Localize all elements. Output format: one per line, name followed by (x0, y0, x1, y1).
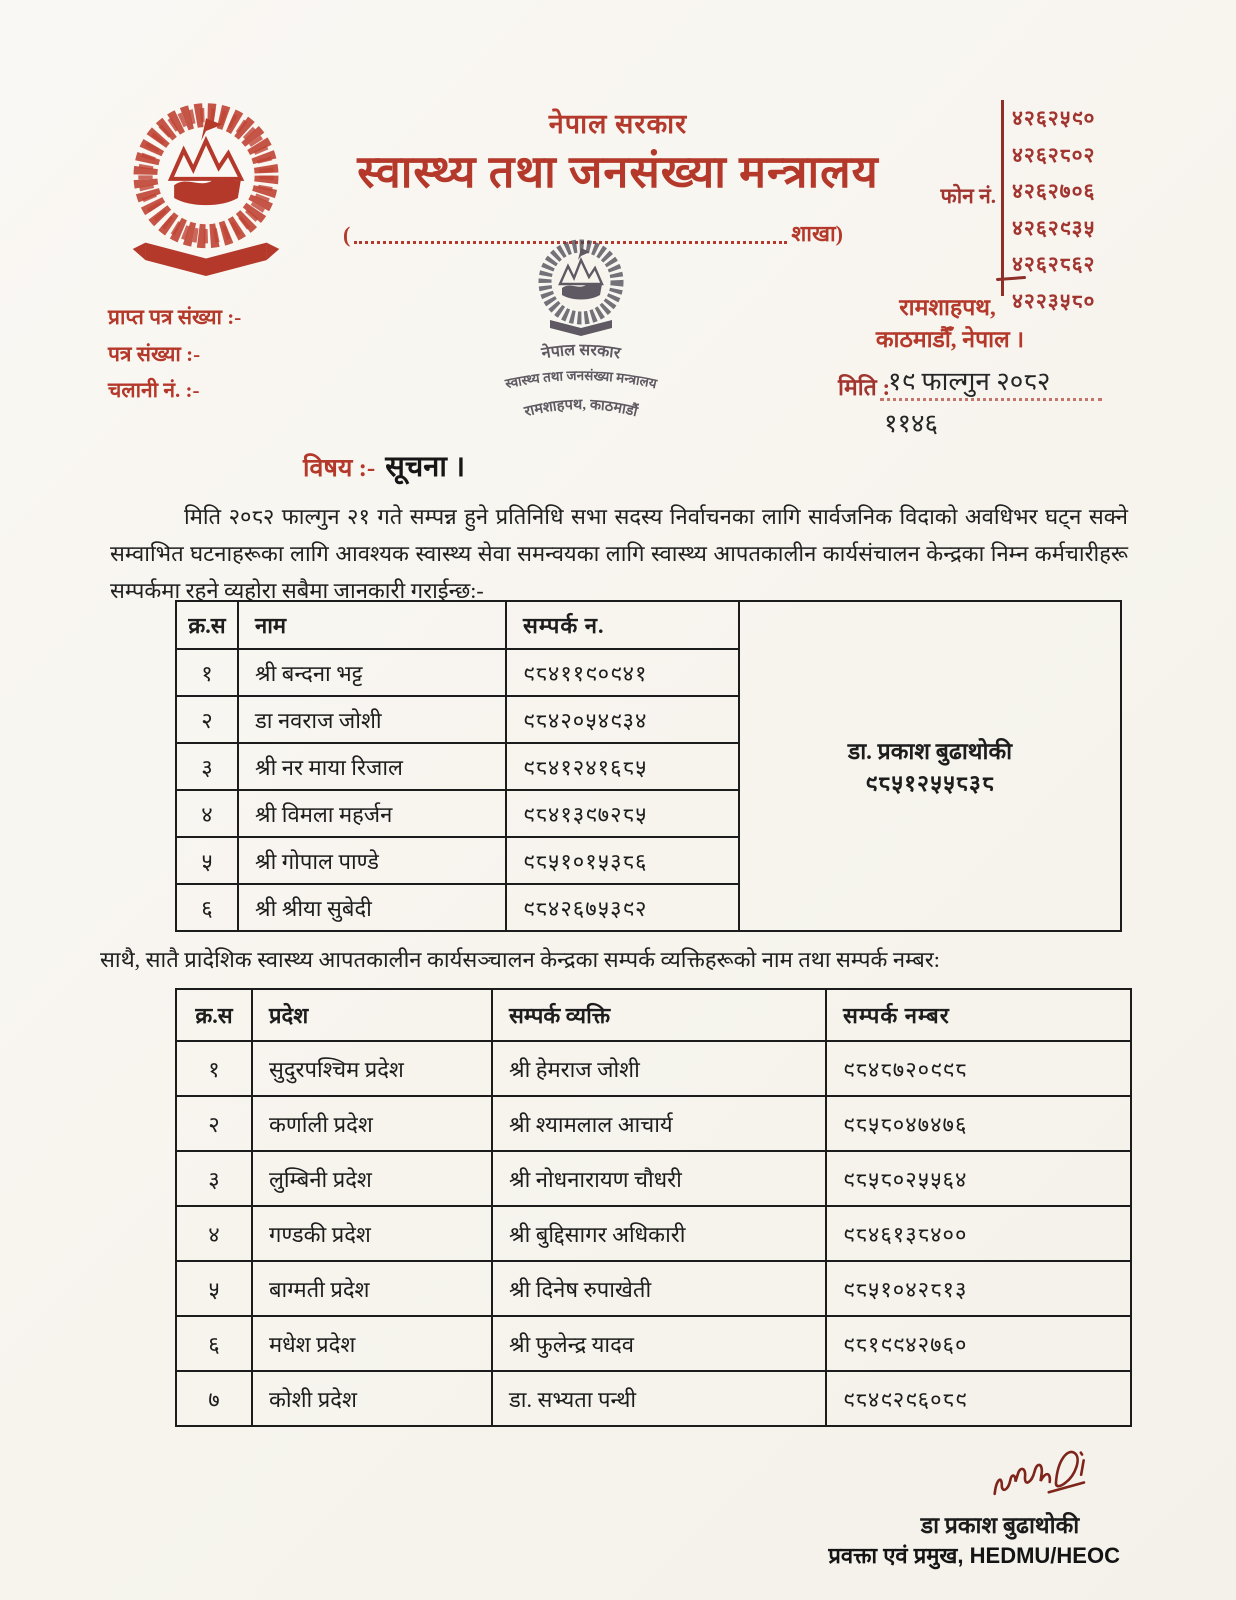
column-header: प्रदेश (252, 989, 492, 1041)
phone-cell: ९८५१०४२८१३ (826, 1261, 1131, 1316)
phone-cell: ९८४२०५४९३४ (506, 696, 739, 743)
column-header: क्र.स (176, 989, 252, 1041)
side-contact-cell (739, 601, 1121, 931)
column-header: नाम (238, 601, 506, 649)
province-cell: बाग्मती प्रदेश (252, 1261, 492, 1316)
provincial-contact-table (175, 988, 1132, 1427)
phone-cell: ९८४८७२०९९८ (826, 1041, 1131, 1096)
date-value-handwritten: १९ फाल्गुन २०८२ (888, 367, 1051, 396)
serial-cell: ५ (176, 837, 238, 884)
person-cell: श्री फुलेन्द्र यादव (492, 1316, 826, 1371)
phone-cell: ९८४६१३८४०० (826, 1206, 1131, 1261)
subject-label: विषय :- (303, 455, 376, 482)
person-cell: श्री बुद्दिसागर अधिकारी (492, 1206, 826, 1261)
serial-cell: १ (176, 1041, 252, 1096)
person-cell: डा. सभ्यता पन्थी (492, 1371, 826, 1426)
svg-text:नेपाल सरकार (539, 342, 623, 363)
phone-label: फोन नं. (940, 184, 996, 208)
province-cell: मधेश प्रदेश (252, 1316, 492, 1371)
svg-text:स्वास्थ्य तथा जनसंख्या मन्त्रा (503, 368, 660, 392)
column-header: सम्पर्क न. (506, 601, 739, 649)
serial-cell: २ (176, 696, 238, 743)
name-cell: डा नवराज जोशी (238, 696, 506, 743)
serial-cell: ५ (176, 1261, 252, 1316)
phone-number: ४२६२७०६ (1012, 179, 1096, 203)
phone-cell: ९८५१०१५३८६ (506, 837, 739, 884)
serial-cell: ४ (176, 790, 238, 837)
signature-mark (985, 1444, 1115, 1511)
letter-no-label: पत्र संख्या :- (108, 342, 201, 366)
ministry-ink-stamp (462, 224, 700, 434)
phone-number: ४२६२५९० (1012, 106, 1096, 130)
table-row (176, 1151, 1131, 1206)
column-header: सम्पर्क नम्बर (826, 989, 1131, 1041)
branch-open-paren: ( (343, 222, 351, 247)
province-cell: सुदुरपश्चिम प्रदेश (252, 1041, 492, 1096)
signatory-title: प्रवक्ता एवं प्रमुख, HEDMU/HEOC (828, 1543, 1120, 1568)
serial-cell: ६ (176, 884, 238, 931)
table-row (176, 1206, 1131, 1261)
side-contact-phone: ९८५१२५५८३८ (865, 771, 995, 796)
stamp-line-3: रामशाहपथ, काठमाडौं (522, 396, 640, 421)
province-cell: कर्णाली प्रदेश (252, 1096, 492, 1151)
phone-cell: ९८४९२९६०८९ (826, 1371, 1131, 1426)
table-row (176, 1096, 1131, 1151)
serial-cell: ६ (176, 1316, 252, 1371)
column-header: क्र.स (176, 601, 238, 649)
staff-contact-table (175, 600, 1122, 932)
phone-number: ४२६२८६२ (1012, 252, 1096, 276)
date-number-handwritten: ११४६ (884, 409, 939, 438)
name-cell: श्री विमला महर्जन (238, 790, 506, 837)
phone-number: ४२६२९३५ (1012, 215, 1096, 240)
table-row (176, 1316, 1131, 1371)
subject-line (303, 446, 465, 485)
phone-cell: ९८५८०२५५६४ (826, 1151, 1131, 1206)
serial-cell: १ (176, 649, 238, 696)
subject-value: सूचना । (385, 451, 466, 483)
serial-cell: २ (176, 1096, 252, 1151)
phone-cell: ९८४१३९७२८५ (506, 790, 739, 837)
side-contact-name: डा. प्रकाश बुढाथोकी (847, 739, 1013, 764)
serial-cell: ४ (176, 1206, 252, 1261)
name-cell: श्री श्रीया सुबेदी (238, 884, 506, 931)
stamp-line-2: स्वास्थ्य तथा जनसंख्या मन्त्रालय (503, 367, 659, 392)
phone-bracket-rule (1001, 100, 1004, 296)
serial-cell: ३ (176, 1151, 252, 1206)
name-cell: श्री गोपाल पाण्डे (238, 837, 506, 884)
date-dotted-rule (880, 398, 1102, 401)
table-row (176, 1261, 1131, 1316)
received-letter-no-label: प्राप्त पत्र संख्या :- (108, 305, 242, 329)
person-cell: श्री दिनेष रुपाखेती (492, 1261, 826, 1316)
province-cell: कोशी प्रदेश (252, 1371, 492, 1426)
branch-label: शाखा) (791, 221, 843, 246)
serial-cell: ७ (176, 1371, 252, 1426)
provincial-intro-text: साथै, सातै प्रादेशिक स्वास्थ्य आपतकालीन कार्यसञ्चालन केन्द्रका सम्पर्क व्यक्तिहरूको नाम तथा सम्पर्क नम्बर: (100, 947, 940, 972)
phone-number-list (1012, 100, 1132, 319)
person-cell: श्री नोधनारायण चौधरी (492, 1151, 826, 1206)
serial-cell: ३ (176, 743, 238, 790)
table-row (176, 1041, 1131, 1096)
province-cell: गण्डकी प्रदेश (252, 1206, 492, 1261)
address-line-2: काठमाडौँ, नेपाल । (875, 327, 1025, 352)
phone-cell: ९८४११९०९४१ (506, 649, 739, 696)
name-cell: श्री बन्दना भट्ट (238, 649, 506, 696)
phone-cell: ९८४२६७५३९२ (506, 884, 739, 931)
phone-number: ४२६२८०२ (1012, 142, 1096, 167)
dispatch-no-label: चलानी नं. :- (108, 378, 200, 402)
ministry-title: स्वास्थ्य तथा जनसंख्या मन्त्रालय (357, 147, 879, 197)
address-line-1: रामशाहपथ, (899, 295, 996, 320)
phone-cell: ९८५८०४७४७६ (826, 1096, 1131, 1151)
date-label: मिति : (838, 375, 891, 400)
signatory-name: डा प्रकाश बुढाथोकी (920, 1513, 1080, 1538)
phone-number: ४२२३५८० (1012, 288, 1096, 313)
phone-cell: ९८१९९४२७६० (826, 1316, 1131, 1371)
person-cell: श्री हेमराज जोशी (492, 1041, 826, 1096)
stamp-line-1: नेपाल सरकार (540, 341, 622, 363)
government-title: नेपाल सरकार (548, 109, 688, 139)
province-cell: लुम्बिनी प्रदेश (252, 1151, 492, 1206)
person-cell: श्री श्यामलाल आचार्य (492, 1096, 826, 1151)
body-paragraph: मिति २०८२ फाल्गुन २१ गते सम्पन्न हुने प्रतिनिधि सभा सदस्य निर्वाचनका लागि सार्वजनिक विदाको अवधिभर घट्न सक्ने सम्वाभित घटनाहरूका लागि आवश्यक स्वास्थ्य सेवा समन्वयका लागि स्वास्थ्य आपतकालीन कार्यसंचालन केन्द्रका निम्न कर्मचारीहरू सम्पर्कमा रहने व्यहोरा सबैमा जानकारी गराईन्छ:- (110, 504, 1128, 603)
column-header: सम्पर्क व्यक्ति (492, 989, 826, 1041)
name-cell: श्री नर माया रिजाल (238, 743, 506, 790)
svg-text:रामशाहपथ, काठमाडौं (522, 397, 641, 421)
phone-cell: ९८४१२४१६८५ (506, 743, 739, 790)
table-row (176, 1371, 1131, 1426)
